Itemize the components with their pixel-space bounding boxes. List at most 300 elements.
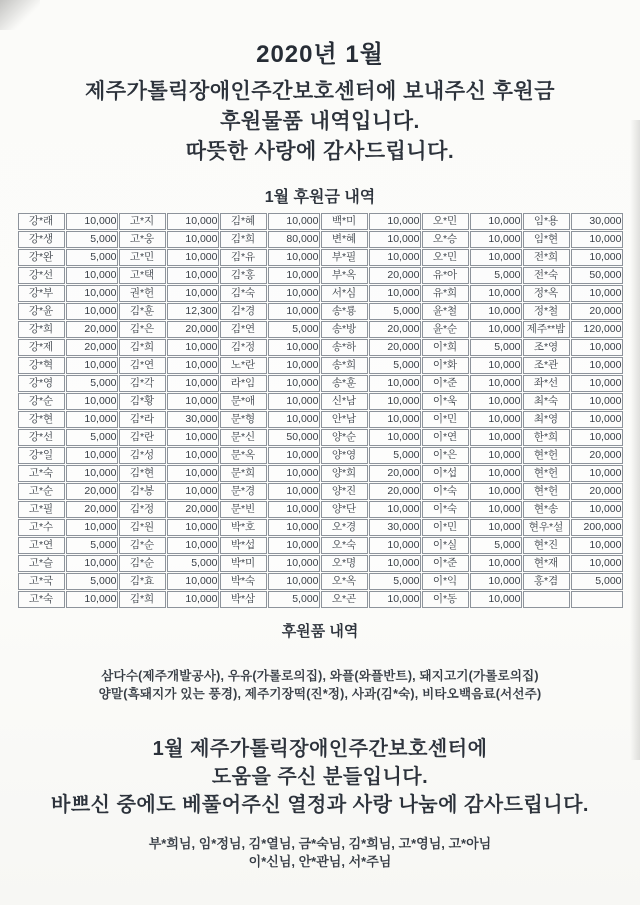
header-line-3: 따뜻한 사랑에 감사드립니다. (185, 140, 455, 163)
donor-name-cell: 김*은 (119, 321, 166, 338)
donor-name-cell: 임*현 (523, 231, 570, 248)
donation-amount-cell: 10,000 (268, 249, 320, 266)
donation-amount-cell: 20,000 (66, 483, 118, 500)
donation-amount-cell: 10,000 (369, 393, 421, 410)
donor-name-cell: 김*정 (220, 339, 267, 356)
donor-name-cell: 김*란 (119, 429, 166, 446)
donor-name-cell: 홍*겸 (523, 573, 570, 590)
donor-name-cell: 김*순 (119, 537, 166, 554)
donation-amount-cell: 10,000 (571, 357, 623, 374)
thanks-line-1: 1월 제주가톨릭장애인주간보호센터에 (152, 738, 488, 760)
donation-amount-cell: 10,000 (268, 357, 320, 374)
donor-name-cell: 변*혜 (321, 231, 368, 248)
donation-amount-cell: 10,000 (268, 555, 320, 572)
donation-amount-cell: 20,000 (369, 267, 421, 284)
donation-amount-cell: 10,000 (571, 375, 623, 392)
donation-amount-cell: 10,000 (369, 375, 421, 392)
donor-name-cell: 최*영 (523, 411, 570, 428)
donor-name-cell: 강*완 (18, 249, 65, 266)
donation-amount-cell: 10,000 (268, 465, 320, 482)
letter-header (0, 0, 640, 167)
donation-amount-cell: 10,000 (470, 393, 522, 410)
donor-name-cell: 강*래 (18, 213, 65, 230)
header-line-2: 후원물품 내역입니다. (220, 110, 420, 133)
donation-row (18, 249, 623, 266)
donor-name-cell: 강*윤 (18, 303, 65, 320)
donor-name-cell: 문*경 (220, 483, 267, 500)
donation-amount-cell: 5,000 (66, 537, 118, 554)
donation-amount-cell: 10,000 (369, 411, 421, 428)
donor-name-cell: 김*원 (119, 519, 166, 536)
donation-amount-cell: 10,000 (571, 285, 623, 302)
donation-amount-cell: 5,000 (470, 537, 522, 554)
donation-amount-cell: 50,000 (268, 429, 320, 446)
donation-row (18, 537, 623, 554)
donation-amount-cell: 10,000 (66, 447, 118, 464)
donor-name-cell: 현*재 (523, 555, 570, 572)
donor-name-cell: 김*홍 (220, 267, 267, 284)
donor-name-cell: 좌*선 (523, 375, 570, 392)
donation-row (18, 573, 623, 590)
donor-name-cell: 송*방 (321, 321, 368, 338)
donation-row (18, 231, 623, 248)
donor-name-cell: 최*숙 (523, 393, 570, 410)
donor-name-cell: 양*희 (321, 465, 368, 482)
donation-amount-cell: 5,000 (369, 357, 421, 374)
donation-amount-cell: 10,000 (167, 267, 219, 284)
donor-name-cell: 부*필 (321, 249, 368, 266)
donation-amount-cell: 10,000 (268, 573, 320, 590)
donor-name-cell: 이*연 (422, 429, 469, 446)
donor-name-cell: 김*순 (119, 555, 166, 572)
donation-amount-cell: 10,000 (571, 249, 623, 266)
scan-artifact-top-left (0, 0, 40, 30)
donor-name-cell: 김*혜 (220, 213, 267, 230)
donation-amount-cell: 10,000 (268, 483, 320, 500)
donation-amount-cell: 5,000 (268, 321, 320, 338)
donation-amount-cell: 10,000 (369, 537, 421, 554)
donor-name-cell: 김*황 (119, 393, 166, 410)
donor-name-cell: 현*헌 (523, 447, 570, 464)
donation-amount-cell: 10,000 (470, 483, 522, 500)
donation-amount-cell: 20,000 (66, 321, 118, 338)
donor-name-cell: 안*남 (321, 411, 368, 428)
donor-name-cell: 이*숙 (422, 483, 469, 500)
donor-name-cell: 송*룡 (321, 303, 368, 320)
donor-name-cell: 오*경 (321, 519, 368, 536)
donation-amount-cell: 10,000 (167, 429, 219, 446)
donation-amount-cell: 10,000 (571, 465, 623, 482)
donation-amount-cell: 10,000 (167, 375, 219, 392)
donation-amount-cell: 10,000 (470, 303, 522, 320)
donation-amount-cell: 10,000 (167, 357, 219, 374)
donation-amount-cell: 20,000 (369, 465, 421, 482)
donor-name-cell (523, 591, 570, 608)
donor-name-cell: 임*용 (523, 213, 570, 230)
donation-amount-cell: 20,000 (66, 501, 118, 518)
donation-amount-cell: 5,000 (470, 267, 522, 284)
donor-name-cell: 이*희 (422, 339, 469, 356)
donor-name-cell: 고*숙 (18, 591, 65, 608)
donation-row (18, 519, 623, 536)
donation-amount-cell: 10,000 (470, 555, 522, 572)
donor-name-cell: 전*희 (523, 249, 570, 266)
scan-artifact-right-edge (630, 120, 640, 760)
donation-amount-cell: 10,000 (66, 213, 118, 230)
donor-name-cell: 강*영 (18, 375, 65, 392)
donor-name-cell: 고*수 (18, 519, 65, 536)
donor-name-cell: 문*신 (220, 429, 267, 446)
donor-name-cell: 고*민 (119, 249, 166, 266)
donation-amount-cell: 10,000 (470, 591, 522, 608)
donation-amount-cell: 5,000 (66, 249, 118, 266)
donor-name-cell: 이*준 (422, 375, 469, 392)
donation-amount-cell: 20,000 (369, 483, 421, 500)
donation-row (18, 555, 623, 572)
donor-name-cell: 조*관 (523, 357, 570, 374)
donation-amount-cell: 10,000 (470, 429, 522, 446)
donor-name-cell: 신*남 (321, 393, 368, 410)
goods-list (0, 667, 640, 703)
donor-name-cell: 이*동 (422, 591, 469, 608)
donation-amount-cell: 10,000 (268, 537, 320, 554)
donation-amount-cell: 10,000 (167, 285, 219, 302)
donor-name-cell: 현*진 (523, 537, 570, 554)
donation-amount-cell: 10,000 (369, 429, 421, 446)
donation-amount-cell: 10,000 (369, 555, 421, 572)
donation-amount-cell: 10,000 (470, 249, 522, 266)
donation-amount-cell: 80,000 (268, 231, 320, 248)
donor-name-cell: 권*헌 (119, 285, 166, 302)
donor-name-cell: 강*희 (18, 321, 65, 338)
donation-amount-cell: 10,000 (369, 249, 421, 266)
donation-amount-cell: 10,000 (66, 519, 118, 536)
donation-amount-cell: 10,000 (167, 537, 219, 554)
donor-name-cell: 이*익 (422, 573, 469, 590)
donor-name-cell: 김*연 (220, 321, 267, 338)
donation-amount-cell: 10,000 (268, 411, 320, 428)
donation-amount-cell: 10,000 (470, 573, 522, 590)
goods-line-1: 삼다수(제주개발공사), 우유(가롤로의집), 와플(와플반트), 돼지고기(가롤로의집) (101, 669, 539, 683)
donation-amount-cell: 200,000 (571, 519, 623, 536)
donation-amount-cell: 10,000 (268, 519, 320, 536)
donation-amount-cell: 20,000 (571, 447, 623, 464)
donor-name-cell: 전*숙 (523, 267, 570, 284)
donor-name-cell: 김*유 (220, 249, 267, 266)
donation-amount-cell: 10,000 (268, 339, 320, 356)
donation-row (18, 591, 623, 608)
donor-name-cell: 강*선 (18, 429, 65, 446)
donor-name-cell: 양*영 (321, 447, 368, 464)
donation-amount-cell: 10,000 (369, 231, 421, 248)
donor-name-cell: 이*은 (422, 447, 469, 464)
donor-name-cell: 강*혁 (18, 357, 65, 374)
donation-amount-cell: 12,300 (167, 303, 219, 320)
donor-name-cell: 양*진 (321, 483, 368, 500)
donation-amount-cell: 10,000 (470, 357, 522, 374)
donation-row (18, 429, 623, 446)
donation-amount-cell: 10,000 (571, 393, 623, 410)
donor-name-cell: 강*부 (18, 285, 65, 302)
donation-amount-cell: 5,000 (571, 573, 623, 590)
donation-amount-cell: 50,000 (571, 267, 623, 284)
donation-amount-cell: 5,000 (470, 339, 522, 356)
donor-name-cell: 오*명 (321, 555, 368, 572)
donation-amount-cell: 30,000 (571, 213, 623, 230)
donor-name-cell: 이*실 (422, 537, 469, 554)
donor-name-cell: 양*순 (321, 429, 368, 446)
donation-amount-cell: 5,000 (66, 429, 118, 446)
donation-amount-cell: 20,000 (167, 501, 219, 518)
donation-row (18, 285, 623, 302)
donor-name-cell: 김*효 (119, 573, 166, 590)
donation-amount-cell: 20,000 (571, 483, 623, 500)
donation-amount-cell: 10,000 (66, 267, 118, 284)
donation-amount-cell: 10,000 (571, 537, 623, 554)
donor-name-cell: 문*희 (220, 465, 267, 482)
donor-name-cell: 이*섭 (422, 465, 469, 482)
donation-amount-cell: 10,000 (470, 465, 522, 482)
donor-name-cell: 현*헌 (523, 465, 570, 482)
donation-amount-cell: 10,000 (268, 447, 320, 464)
donor-name-cell: 김*현 (119, 465, 166, 482)
donor-name-cell: 김*각 (119, 375, 166, 392)
donor-name-cell: 이*민 (422, 411, 469, 428)
donation-amount-cell: 10,000 (167, 213, 219, 230)
donor-name-cell: 윤*순 (422, 321, 469, 338)
donor-name-cell: 고*지 (119, 213, 166, 230)
donation-amount-cell: 10,000 (167, 339, 219, 356)
donation-amount-cell: 10,000 (66, 303, 118, 320)
donor-name-cell: 이*욱 (422, 393, 469, 410)
donation-amount-cell: 20,000 (66, 339, 118, 356)
donor-name-cell: 정*옥 (523, 285, 570, 302)
goods-section-title: 후원품 내역 (281, 623, 359, 640)
donor-name-cell: 문*형 (220, 411, 267, 428)
donation-amount-cell: 10,000 (369, 501, 421, 518)
donor-name-cell: 박*섭 (220, 537, 267, 554)
donor-name-cell: 한*희 (523, 429, 570, 446)
helper-names-line-2: 이*신님, 안*관님, 서*주님 (248, 854, 392, 869)
donor-name-cell: 오*승 (422, 231, 469, 248)
donation-amount-cell: 10,000 (66, 393, 118, 410)
donor-name-cell: 이*숙 (422, 501, 469, 518)
donor-name-cell: 강*순 (18, 393, 65, 410)
donor-name-cell: 강*선 (18, 267, 65, 284)
donation-amount-cell: 5,000 (369, 447, 421, 464)
donor-name-cell: 김*성 (119, 447, 166, 464)
donor-name-cell: 고*순 (18, 483, 65, 500)
donation-amount-cell: 10,000 (167, 249, 219, 266)
donor-name-cell: 이*화 (422, 357, 469, 374)
donor-name-cell: 오*옥 (321, 573, 368, 590)
donation-row (18, 465, 623, 482)
donor-name-cell: 김*희 (220, 231, 267, 248)
donor-name-cell: 박*삼 (220, 591, 267, 608)
donation-row (18, 447, 623, 464)
donation-amount-cell: 10,000 (66, 591, 118, 608)
donation-amount-cell: 10,000 (470, 375, 522, 392)
donation-amount-cell: 10,000 (470, 411, 522, 428)
donation-table (17, 212, 624, 609)
thanks-line-3: 바쁘신 중에도 베풀어주신 열정과 사랑 나눔에 감사드립니다. (51, 794, 589, 816)
donation-amount-cell: 5,000 (66, 231, 118, 248)
donor-name-cell: 강*현 (18, 411, 65, 428)
donation-amount-cell: 10,000 (167, 519, 219, 536)
donor-name-cell: 김*훈 (119, 303, 166, 320)
donor-name-cell: 김*희 (119, 591, 166, 608)
donation-amount-cell: 20,000 (369, 321, 421, 338)
donor-name-cell: 강*생 (18, 231, 65, 248)
donation-amount-cell: 5,000 (369, 303, 421, 320)
donor-name-cell: 윤*철 (422, 303, 469, 320)
helper-names (0, 835, 640, 871)
donation-amount-cell: 10,000 (167, 447, 219, 464)
donation-amount-cell: 10,000 (66, 555, 118, 572)
donor-name-cell: 유*희 (422, 285, 469, 302)
donation-amount-cell: 10,000 (268, 393, 320, 410)
helper-names-line-1: 부*희님, 임*정님, 김*열님, 금*숙님, 김*희님, 고*영님, 고*아님 (148, 836, 492, 851)
donation-amount-cell (571, 591, 623, 608)
donor-name-cell: 고*연 (18, 537, 65, 554)
donor-name-cell: 유*아 (422, 267, 469, 284)
donor-name-cell: 김*라 (119, 411, 166, 428)
donor-name-cell: 고*웅 (119, 231, 166, 248)
donor-name-cell: 고*슬 (18, 555, 65, 572)
donation-amount-cell: 10,000 (369, 213, 421, 230)
donor-name-cell: 오*민 (422, 249, 469, 266)
donor-name-cell: 고*택 (119, 267, 166, 284)
donation-row (18, 357, 623, 374)
donor-name-cell: 김*경 (220, 303, 267, 320)
header-line-1: 제주가톨릭장애인주간보호센터에 보내주신 후원금 (85, 80, 555, 103)
donor-name-cell: 조*영 (523, 339, 570, 356)
donor-name-cell: 이*준 (422, 555, 469, 572)
donor-name-cell: 문*애 (220, 393, 267, 410)
donation-amount-cell: 5,000 (66, 573, 118, 590)
donor-name-cell: 박*숙 (220, 573, 267, 590)
donation-amount-cell: 20,000 (571, 303, 623, 320)
donor-name-cell: 백*미 (321, 213, 368, 230)
donation-amount-cell: 10,000 (571, 501, 623, 518)
donor-name-cell: 강*제 (18, 339, 65, 356)
donor-name-cell: 오*숙 (321, 537, 368, 554)
donation-amount-cell: 10,000 (167, 231, 219, 248)
donation-table-body (18, 213, 623, 608)
donation-amount-cell: 5,000 (167, 555, 219, 572)
donation-row (18, 483, 623, 500)
donor-name-cell: 서*심 (321, 285, 368, 302)
donation-amount-cell: 5,000 (268, 591, 320, 608)
donation-amount-cell: 10,000 (571, 429, 623, 446)
donation-row (18, 375, 623, 392)
donor-name-cell: 현*헌 (523, 483, 570, 500)
donor-name-cell: 송*훈 (321, 375, 368, 392)
donor-name-cell: 김*연 (119, 357, 166, 374)
donor-name-cell: 고*필 (18, 501, 65, 518)
donation-amount-cell: 10,000 (571, 555, 623, 572)
donor-name-cell: 고*숙 (18, 465, 65, 482)
donor-name-cell: 라*임 (220, 375, 267, 392)
donor-name-cell: 노*란 (220, 357, 267, 374)
donor-name-cell: 김*숙 (220, 285, 267, 302)
donation-amount-cell: 10,000 (369, 591, 421, 608)
donor-name-cell: 김*봉 (119, 483, 166, 500)
donor-name-cell: 송*하 (321, 339, 368, 356)
donor-name-cell: 김*정 (119, 501, 166, 518)
donation-row (18, 339, 623, 356)
donation-amount-cell: 10,000 (268, 303, 320, 320)
donor-name-cell: 송*희 (321, 357, 368, 374)
donation-amount-cell: 10,000 (167, 483, 219, 500)
donation-amount-cell: 10,000 (268, 501, 320, 518)
thanks-line-2: 도움을 주신 분들입니다. (211, 766, 429, 788)
donation-amount-cell: 10,000 (470, 231, 522, 248)
donation-amount-cell: 10,000 (268, 213, 320, 230)
donation-amount-cell: 10,000 (470, 501, 522, 518)
donation-amount-cell: 10,000 (167, 591, 219, 608)
donor-name-cell: 김*희 (119, 339, 166, 356)
donation-amount-cell: 10,000 (571, 231, 623, 248)
donation-amount-cell: 10,000 (66, 357, 118, 374)
donation-amount-cell: 10,000 (66, 285, 118, 302)
donation-table-title: 1월 후원금 내역 (264, 189, 376, 206)
donation-amount-cell: 10,000 (369, 285, 421, 302)
donation-amount-cell: 10,000 (470, 321, 522, 338)
donor-name-cell: 박*미 (220, 555, 267, 572)
donor-name-cell: 현*송 (523, 501, 570, 518)
page-title: 2020년 1월 (256, 41, 384, 68)
donor-name-cell: 오*곤 (321, 591, 368, 608)
donor-name-cell: 이*민 (422, 519, 469, 536)
donor-name-cell: 양*단 (321, 501, 368, 518)
thanks-message (0, 735, 640, 819)
donation-amount-cell: 30,000 (369, 519, 421, 536)
donation-amount-cell: 10,000 (268, 267, 320, 284)
donor-name-cell: 정*철 (523, 303, 570, 320)
donor-name-cell: 제주**밤 (523, 321, 570, 338)
donor-name-cell: 고*국 (18, 573, 65, 590)
donation-amount-cell: 20,000 (369, 339, 421, 356)
donation-amount-cell: 20,000 (167, 321, 219, 338)
donation-amount-cell: 10,000 (268, 375, 320, 392)
donation-row (18, 411, 623, 428)
donor-name-cell: 박*호 (220, 519, 267, 536)
donor-name-cell: 현우*설 (523, 519, 570, 536)
donation-amount-cell: 30,000 (167, 411, 219, 428)
donor-name-cell: 부*옥 (321, 267, 368, 284)
donation-row (18, 267, 623, 284)
donation-amount-cell: 10,000 (470, 285, 522, 302)
donation-amount-cell: 10,000 (470, 213, 522, 230)
donation-amount-cell: 5,000 (369, 573, 421, 590)
donation-amount-cell: 10,000 (470, 447, 522, 464)
donation-row (18, 501, 623, 518)
donation-amount-cell: 10,000 (167, 573, 219, 590)
donor-name-cell: 강*일 (18, 447, 65, 464)
donor-name-cell: 문*빈 (220, 501, 267, 518)
donation-row (18, 213, 623, 230)
donation-amount-cell: 120,000 (571, 321, 623, 338)
donation-row (18, 393, 623, 410)
donation-amount-cell: 10,000 (571, 411, 623, 428)
donation-row (18, 303, 623, 320)
donor-name-cell: 오*민 (422, 213, 469, 230)
donation-amount-cell: 10,000 (470, 519, 522, 536)
donation-amount-cell: 10,000 (66, 465, 118, 482)
donation-amount-cell: 10,000 (167, 393, 219, 410)
donation-row (18, 321, 623, 338)
